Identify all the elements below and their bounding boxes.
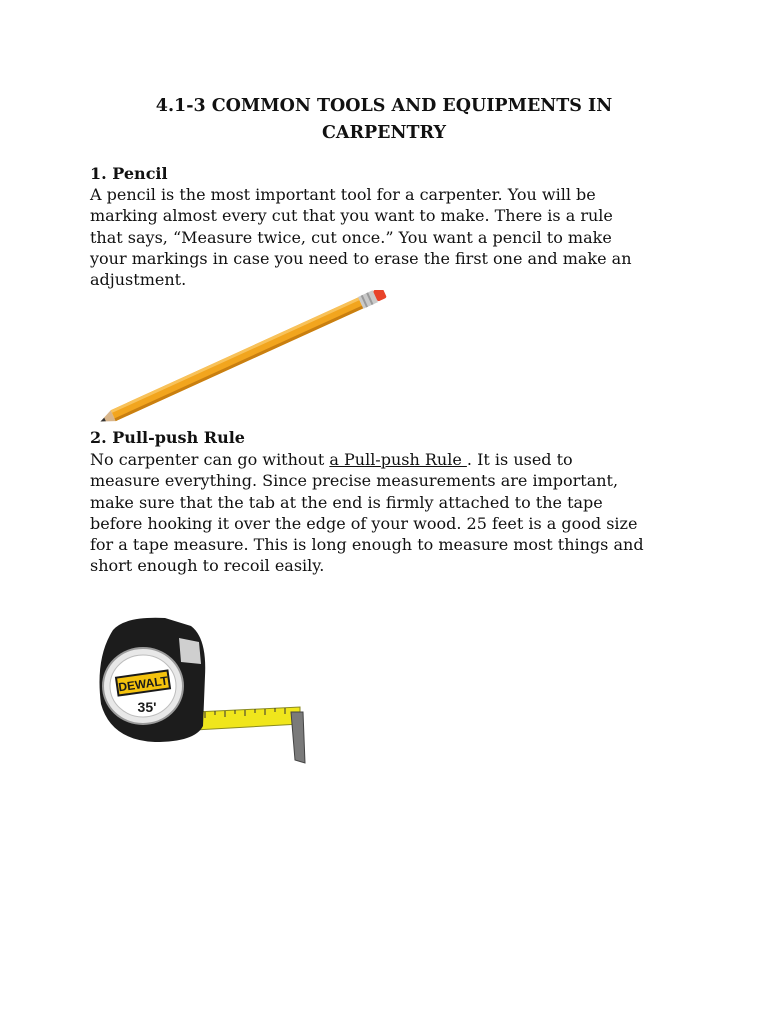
body-line	[90, 449, 700, 470]
tape-end-hook	[291, 712, 305, 763]
line-suffix: . It is used to	[466, 450, 573, 469]
body-line: your markings in case you need to erase the first one and make an	[90, 248, 632, 268]
body-line: A pencil is the most important tool for a carpenter. You will be	[90, 185, 596, 204]
tape-measure-image	[95, 608, 310, 768]
section-heading-pull-push-rule: 2. Pull-push Rule	[90, 428, 245, 447]
page-title	[120, 93, 648, 147]
section-heading-pencil: 1. Pencil	[90, 164, 168, 183]
pencil-image	[90, 290, 410, 425]
body-line: that says, “Measure twice, cut once.” You want a pencil to make	[90, 227, 612, 247]
pull-push-rule-link[interactable]: a Pull-push Rule	[329, 450, 467, 469]
body-line: before hooking it over the edge of your wood. 25 feet is a good size	[90, 513, 638, 533]
title-line-2: CARPENTRY	[321, 123, 447, 143]
section-body-pencil	[90, 184, 700, 290]
body-line: marking almost every cut that you want to make. There is a rule	[90, 206, 613, 226]
body-line: adjustment.	[90, 270, 187, 290]
pencil-body	[111, 297, 363, 421]
body-line: for a tape measure. This is long enough to measure most things and	[90, 535, 644, 555]
tape-lock-button	[179, 638, 201, 664]
tape-blade	[195, 707, 300, 730]
section-body-pull-push-rule	[90, 449, 700, 577]
brand-text: DEWALT	[117, 673, 169, 695]
body-line: make sure that the tab at the end is firmly attached to the tape	[90, 492, 603, 512]
body-line: short enough to recoil easily.	[90, 556, 325, 576]
body-line: measure everything. Since precise measurements are important,	[90, 471, 619, 491]
size-text: 35'	[137, 699, 157, 715]
title-line-1: 4.1-3 COMMON TOOLS AND EQUIPMENTS IN	[155, 96, 613, 116]
line-prefix: No carpenter can go without	[90, 450, 330, 469]
